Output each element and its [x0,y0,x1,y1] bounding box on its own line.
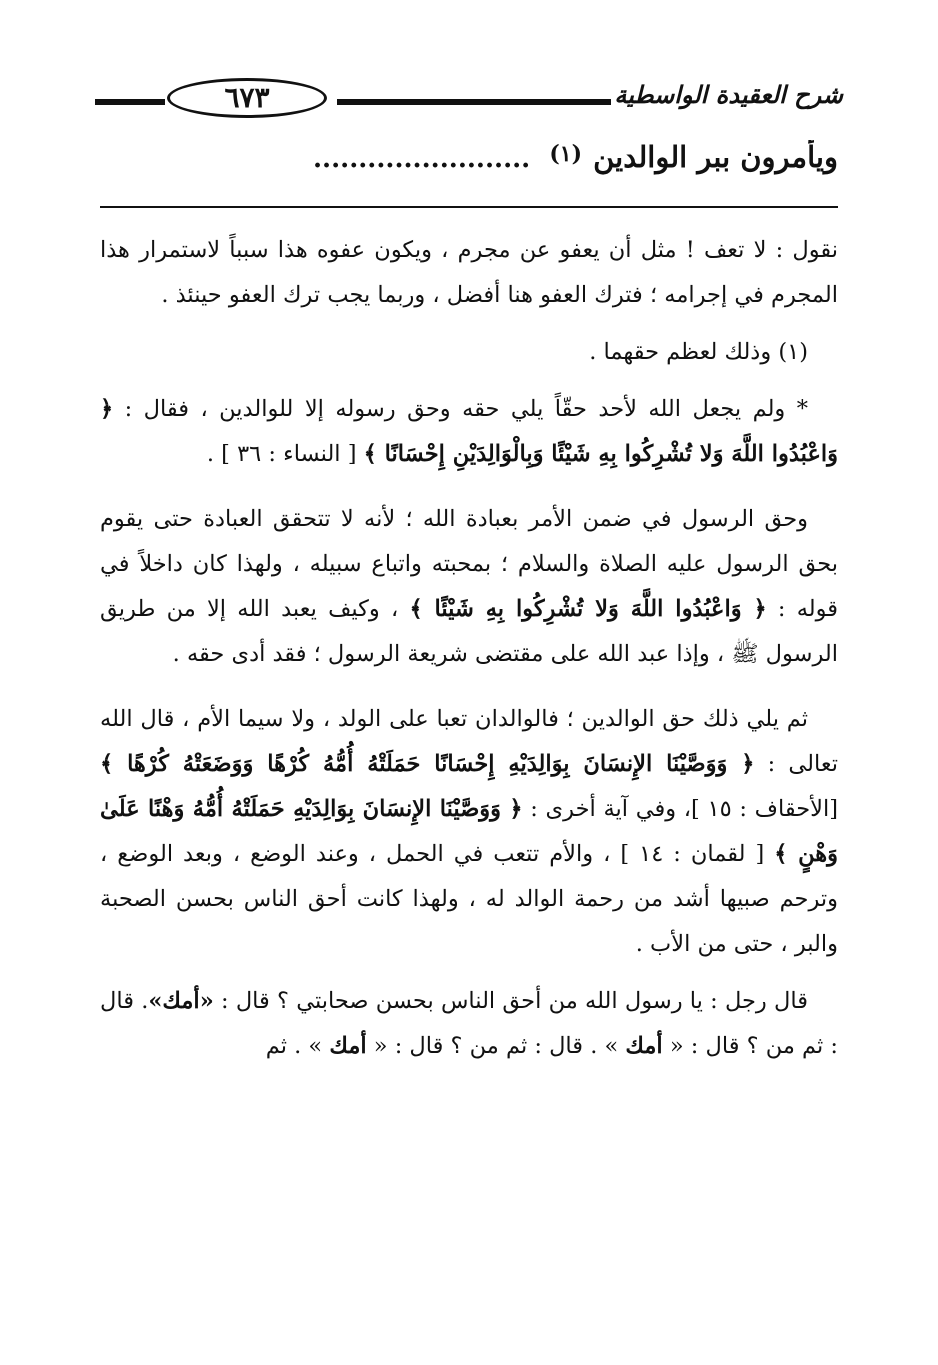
matn-text: ويأمرون ببر الوالدين [593,140,838,174]
quran-quote-ahqaf: ﴿ وَوَصَّيْنَا الإِنسَانَ بِوَالِدَيْهِ إِحْسَانًا حَمَلَتْهُ أُمُّهُ كُرْهًا وَوَضَعَتْهُ كُرْهًا ﴾ [100,751,755,777]
p4-text-b: [الأحقاف : ١٥ ]، وفي آية أخرى : [522,796,838,822]
hadith-word-3: أمك [329,1033,367,1059]
paragraph-3 [100,497,838,677]
matn-line [100,140,838,186]
page-header [95,78,843,122]
p2-text-a: * ولم يجعل الله لأحد حقّاً يلي حقه وحق رسوله إلا للوالدين ، فقال : [113,396,808,422]
p4-text-c: [ لقمان : ١٤ ] ، والأم تتعب في الحمل ، وعند الوضع ، وبعد الوضع ، وترحم صبيها أشد من رحمة الوالد له ، ولهذا كانت أحق الناس بحسن الصحبة والبر ، حتى من الأب . [100,841,838,957]
separator-rule [100,206,838,208]
p2-text-b: [ النساء : ٣٦ ] . [206,441,364,467]
p3-text-a: وحق الرسول في ضمن الأمر بعبادة الله ؛ لأنه لا تتحقق العبادة حتى يقوم بحق الرسول عليه الصلاة والسلام ؛ بمحبته واتباع سبيله ، ولهذا كان داخلاً في قوله : [100,506,838,622]
hadith-word-2: أمك [625,1033,663,1059]
dotted-leader: ........................ [312,144,531,174]
book-title: شرح العقيدة الواسطية [614,80,843,109]
hadith-word-1: «أمك» [148,988,214,1014]
p4-text-a: ثم يلي ذلك حق الوالدين ؛ فالوالدان تعبا على الولد ، ولا سيما الأم ، قال الله تعالى : [100,706,839,777]
header-rule-left [95,99,165,105]
p5-text-c: » . قال : ثم من ؟ قال : « [366,1033,626,1059]
p5-text-a: قال رجل : يا رسول الله من أحق الناس بحسن صحابتي ؟ قال : [213,988,808,1014]
header-rule-right [337,99,611,105]
paragraph-1: نقول : لا تعف ! مثل أن يعفو عن مجرم ، ويكون عفوه هذا سبباً لاستمرار هذا المجرم في إجرامه ؛ فترك العفو هنا أفضل ، وربما يجب ترك العفو حينئذ . [100,237,838,308]
quran-quote-nisa: ﴿ وَاعْبُدُوا اللَّهَ وَلا تُشْرِكُوا بِهِ شَيْئًا وَبِالْوَالِدَيْنِ إِحْسَانًا ﴾ [100,396,838,467]
p3-text-b: ، وكيف يعبد الله إلا من طريق الرسول ﷺ ، وإذا عبد الله على مقتضى شريعة الرسول ؛ فقد أدى حقه . [100,596,838,667]
paragraph-2 [100,387,838,477]
p5-text-d: » . ثم [265,1033,330,1059]
quran-quote-worship: ﴿ وَاعْبُدُوا اللَّهَ وَلا تُشْرِكُوا بِهِ شَيْئًا ﴾ [409,596,767,622]
footnote-text: (١) وذلك لعظم حقهما . [589,339,808,365]
p5-text-b: . قال : ثم من ؟ قال : « [100,988,838,1059]
footnote-reference: (١) [549,140,582,167]
page-number: ٦٧٣ [167,78,327,118]
paragraph-4 [100,697,838,967]
body-text [100,228,838,1069]
paragraph-5 [100,979,838,1069]
quran-quote-luqman: ﴿ وَوَصَّيْنَا الإِنسَانَ بِوَالِدَيْهِ حَمَلَتْهُ أُمُّهُ وَهْنًا عَلَىٰ وَهْنٍ ﴾ [100,796,838,867]
